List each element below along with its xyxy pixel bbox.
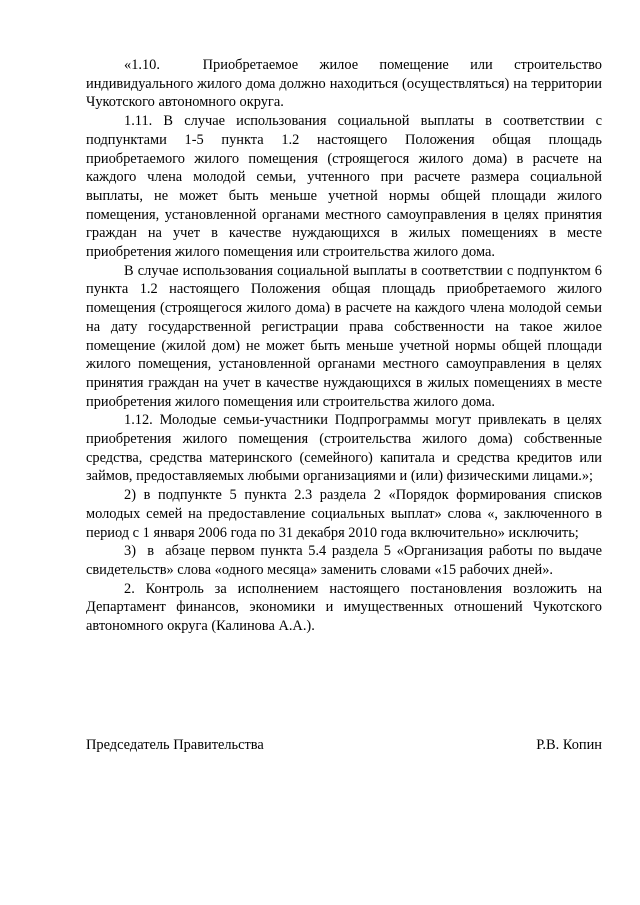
paragraph-item-2: 2) в подпункте 5 пункта 2.3 раздела 2 «Порядок формирования списков молодых семей на предоставление социальных выплат» слова «, заключенного в период с 1 января 2006 года по 31 декабря 2010 года включительно» исключить; xyxy=(86,487,602,541)
signatory-position: Председатель Правительства xyxy=(86,737,264,753)
paragraph-control-clause: 2. Контроль за исполнением настоящего постановления возложить на Департамент финансов, экономики и имущественных отношений Чукотского автономного округа (Калинова А.А.). xyxy=(86,580,602,635)
signatory-name: Р.В. Копин xyxy=(536,737,602,753)
paragraph-1-11-continued: В случае использования социальной выплаты в соответствии с подпунктом 6 пункта 1.2 настоящего Положения общая площадь приобретаемого жилого помещения (строящегося жилого дома) в расчете на каждого члена молодой семьи на дату государственной регистрации права собственности на такое жилое помещение (жилой дом) не может быть меньше учетной нормы общей площади жилого помещения, установленной органами местного самоуправления в целях принятия граждан на учет в качестве нуждающихся в жилых помещениях в месте приобретения жилого помещения или строительства жилого дома. xyxy=(86,262,602,410)
paragraph-1-10: «1.10. Приобретаемое жилое помещение или строительство индивидуального жилого дома должно находиться (осуществляться) на территории Чукотского автономного округа. xyxy=(86,57,602,111)
paragraph-item-3: 3) в абзаце первом пункта 5.4 раздела 5 «Организация работы по выдаче свидетельств» слова «одного месяца» заменить словами «15 рабочих дней». xyxy=(86,543,602,578)
paragraph-1-11: 1.11. В случае использования социальной выплаты в соответствии с подпунктами 1-5 пункта 1.2 настоящего Положения общая площадь приобретаемого жилого помещения (строящегося жилого дома) в расчете на каждого члена молодой семьи, учтенного при расчете размера социальной выплаты, не может быть меньше учетной нормы общей площади жилого помещения, установленной органами местного самоуправления в целях принятия граждан на учет в качестве нуждающихся в жилых помещениях в месте приобретения жилого помещения или строительства жилого дома. xyxy=(86,113,602,261)
signature-block xyxy=(86,736,602,755)
document-body xyxy=(86,56,602,636)
paragraph-1-12: 1.12. Молодые семьи-участники Подпрограммы могут привлекать в целях приобретения жилого помещения (строительства жилого дома) собственные средства, средства материнского (семейного) капитала и средства кредитов или займов, предоставляемых любыми организациями и (или) физическими лицами.»; xyxy=(86,412,602,485)
